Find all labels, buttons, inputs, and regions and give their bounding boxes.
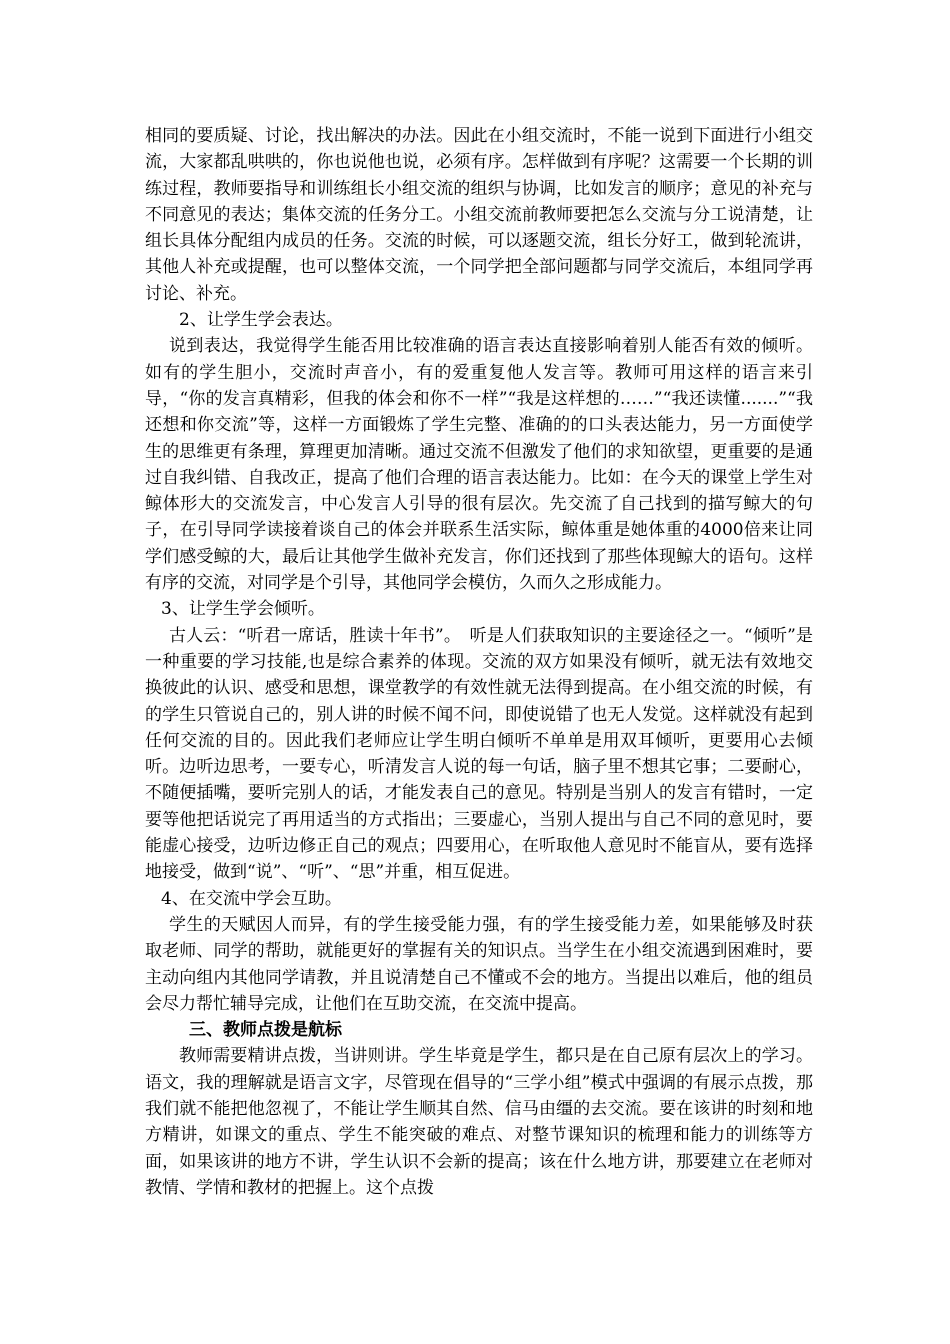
subheading-mutual-help: 4、在交流中学会互助。 <box>161 888 342 909</box>
paragraph-group-order: 相同的要质疑、讨论，找出解决的办法。因此在小组交流时，不能一说到下面进行小组交流，大家都乱哄哄的，你也说他也说，必须有序。怎样做到有序呢？这需要一个长期的训练过程，教师要指导和训练组长小组交流的组织与协调，比如发言的顺序；意见的补充与不同意见的表达；集体交流的任务分工。小组交流前教师要把怎么交流与分工说清楚，让组长具体分配组内成员的任务。交流的时候，可以逐题交流，组长分好工，做到轮流讲，其他人补充或提醒，也可以整体交流，一个同学把全部问题都与同学交流后，本组同学再讨论、补充。 <box>145 126 813 304</box>
document-page <box>145 123 813 1201</box>
section-heading-teacher-guidance: 三、教师点拨是航标 <box>189 1020 342 1041</box>
paragraph-teacher-guidance: 教师需要精讲点拨，当讲则讲。学生毕竟是学生，都只是在自己原有层次上的学习。语文，我的理解就是语言文字，尽管现在倡导的“三学小组”模式中强调的有展示点拨，那我们就不能把他忽视了，不能让学生顺其自然、信马由缰的去交流。要在该讲的时刻和地方精讲，如课文的重点、学生不能突破的难点、对整节课知识的梳理和能力的训练等方面，如果该讲的地方不讲，学生认识不会新的提高；该在什么地方讲，那要建立在老师对教情、学情和教材的把握上。这个点拨 <box>145 1046 813 1198</box>
paragraph-listening: 古人云：“听君一席话，胜读十年书”。 听是人们获取知识的主要途径之一。“倾听”是一种重要的学习技能,也是综合素养的体现。交流的双方如果没有倾听，就无法有效地交换彼此的认识、感受和思想，课堂教学的有效性就无法得到提高。在小组交流的时候，有的学生只管说自己的，别人讲的时候不闻不问，即使说错了也无人发觉。这样就没有起到任何交流的目的。因此我们老师应让学生明白倾听不单单是用双耳倾听，更要用心去倾听。边听边思考，一要专心，听清发言人说的每一句话，脑子里不想其它事；二要耐心，不随便插嘴，要听完别人的话，才能发表自己的意见。特别是当别人的发言有错时，一定要等他把话说完了再用适当的方式指出；三要虚心，当别人提出与自己不同的意见时，要能虚心接受，边听边修正自己的观点；四要用心，在听取他人意见时不能盲从，要有选择地接受，做到“说”、“听”、“思”并重，相互促进。 <box>145 625 813 883</box>
paragraph-expression: 说到表达，我觉得学生能否用比较准确的语言表达直接影响着别人能否有效的倾听。如有的学生胆小，交流时声音小，有的爱重复他人发言等。教师可用这样的语言来引导，“你的发言真精彩，但我的体会和你不一样”“我是这样想的……”“我还读懂.......”“我还想和你交流”等，这样一方面锻炼了学生完整、准确的的口头表达能力，另一方面使学生的思维更有条理，算理更加清晰。通过交流不但激发了他们的求知欲望，更重要的是通过自我纠错、自我改正，提高了他们合理的语言表达能力。比如：在今天的课堂上学生对鲸体形大的交流发言，中心发言人引导的很有层次。先交流了自己找到的描写鲸大的句子，在引导同学读接着谈自己的体会并联系生活实际，鲸体重是她体重的4000倍来让同学们感受鲸的大，最后让其他学生做补充发言，你们还找到了那些体现鲸大的语句。这样有序的交流，对同学是个引导，其他同学会模仿，久而久之形成能力。 <box>145 336 813 594</box>
subheading-learn-expression: 2、让学生学会表达。 <box>179 310 343 331</box>
paragraph-mutual-help: 学生的天赋因人而异，有的学生接受能力强，有的学生接受能力差，如果能够及时获取老师、同学的帮助，就能更好的掌握有关的知识点。当学生在小组交流遇到困难时，要主动向组内其他同学请教，并且说清楚自己不懂或不会的地方。当提出以难后，他的组员会尽力帮忙辅导完成，让他们在互助交流，在交流中提高。 <box>145 914 813 1014</box>
subheading-learn-listening: 3、让学生学会倾听。 <box>161 599 325 620</box>
